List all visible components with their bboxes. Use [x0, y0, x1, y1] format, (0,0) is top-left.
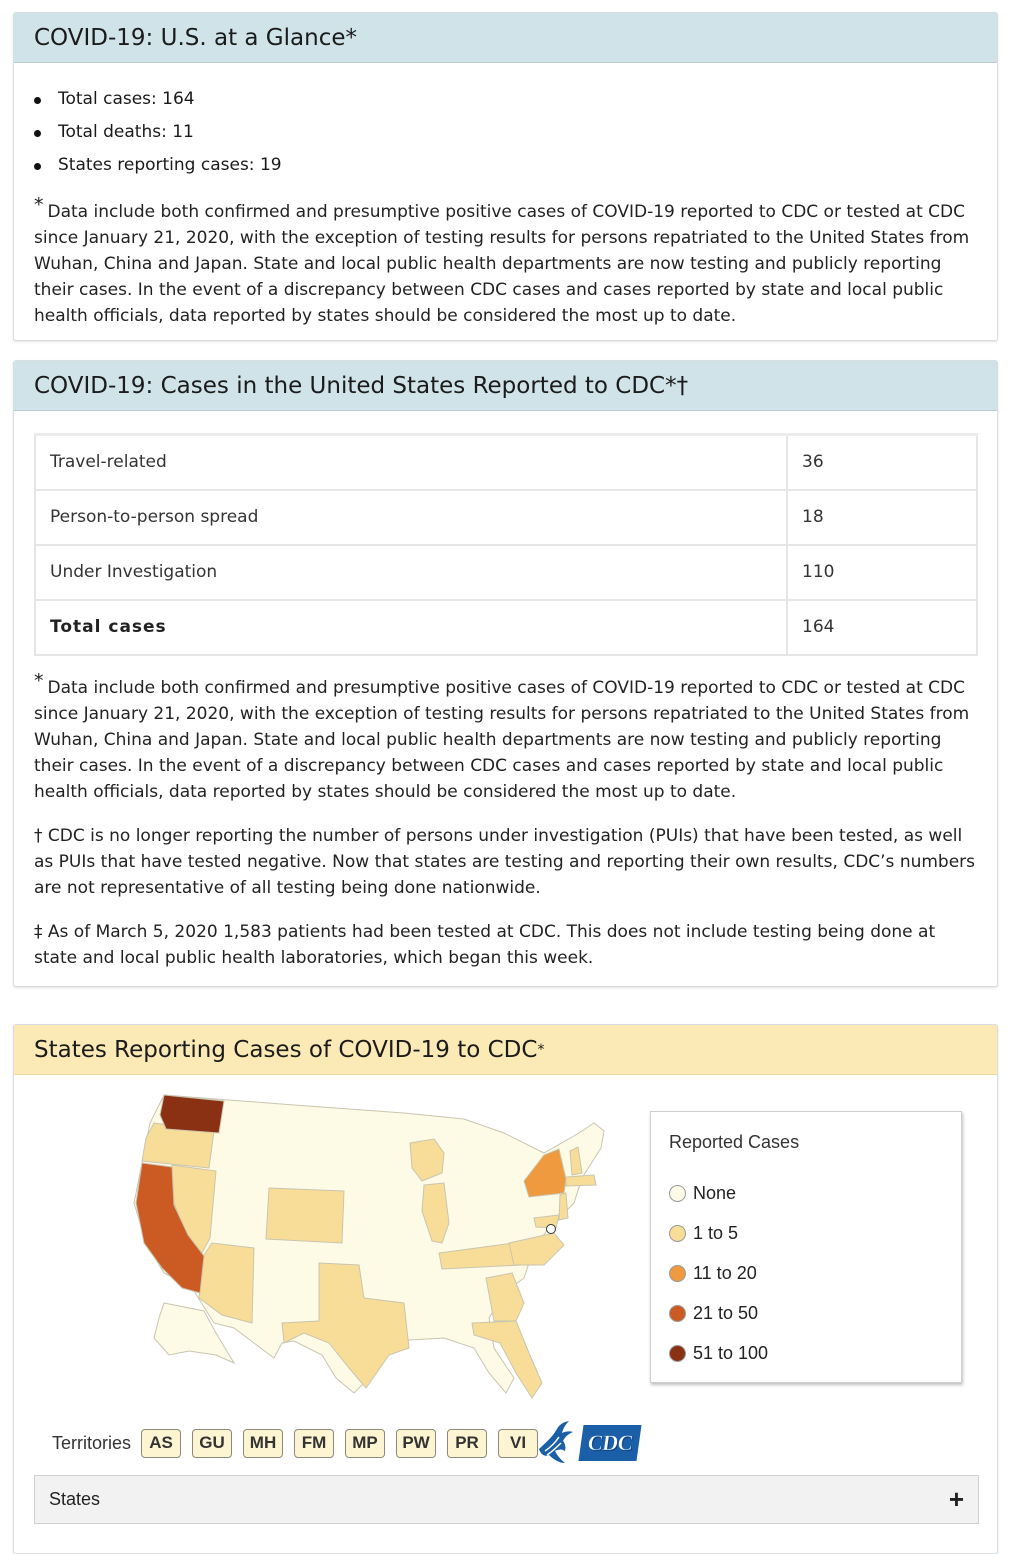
territory-button-pw[interactable]: PW — [396, 1429, 436, 1458]
map-area — [14, 1075, 997, 1525]
legend-label-11-to-20: 11 to 20 — [693, 1262, 757, 1283]
row-label-investigation: Under Investigation — [35, 545, 787, 600]
legend-label-1-to-5: 1 to 5 — [693, 1222, 739, 1243]
cases-card — [13, 360, 998, 987]
glance-footnote — [34, 192, 977, 329]
states-accordion-toggle[interactable] — [34, 1475, 979, 1524]
territory-button-pr[interactable]: PR — [447, 1429, 487, 1458]
table-row — [35, 490, 977, 545]
expand-plus-icon[interactable]: + — [948, 1484, 964, 1514]
us-map — [104, 1093, 704, 1433]
hhs-eagle-logo-icon — [535, 1419, 575, 1467]
table-row — [35, 435, 977, 490]
glance-card — [13, 12, 998, 341]
map-card-title — [14, 1025, 997, 1075]
dagger-footnote: † CDC is no longer reporting the number of persons under investigation (PUIs) that have been tested, as well as PUIs that have tested negative. Now that states are testing and reporting their own results, CDC’s numbers are not representative of all testing being done nationwide. — [34, 825, 976, 898]
map-card — [13, 1024, 998, 1554]
state-washington[interactable] — [160, 1095, 224, 1133]
state-new-jersey[interactable] — [559, 1193, 568, 1220]
legend-label-21-to-50: 21 to 50 — [693, 1302, 759, 1323]
legend-swatch-none — [669, 1185, 686, 1202]
footnote-marker: * — [34, 669, 44, 692]
row-value-investigation: 110 — [787, 545, 977, 600]
cdc-logo — [578, 1425, 641, 1461]
map-title-marker: * — [537, 1041, 545, 1058]
footnote-text: Data include both confirmed and presumptive positive cases of COVID-19 reported to CDC or tested at CDC since January 21, 2020, with the exception of testing results for persons repatriated to the United States from Wuhan, China and Japan. State and local public health departments are now testing and publicly reporting their cases. In the event of a discrepancy between CDC cases and cases reported by state and local public health officials, data reported by states should be considered the most up to date. — [34, 677, 970, 802]
cases-footnote — [34, 668, 977, 805]
legend-item-21-to-50 — [669, 1293, 943, 1333]
dc-marker[interactable] — [547, 1225, 556, 1234]
states-accordion-label: States — [49, 1489, 101, 1509]
stat-total-deaths: Total deaths: 11 — [34, 116, 977, 149]
legend-item-11-to-20 — [669, 1253, 943, 1293]
stat-total-cases: Total cases: 164 — [34, 83, 977, 116]
legend-item-51-to-100 — [669, 1333, 943, 1373]
territory-button-vi[interactable]: VI — [498, 1429, 538, 1458]
territory-button-gu[interactable]: GU — [192, 1429, 232, 1458]
territories-row — [52, 1419, 639, 1467]
legend-swatch-1-to-5 — [669, 1225, 686, 1242]
legend-title: Reported Cases — [669, 1132, 800, 1152]
double-dagger-footnote: ‡ As of March 5, 2020 1,583 patients had been tested at CDC. This does not include testing being done at state and local public health laboratories, which began this week. — [34, 921, 936, 968]
legend-swatch-11-to-20 — [669, 1265, 686, 1282]
stat-states-reporting: States reporting cases: 19 — [34, 149, 977, 182]
territory-button-as[interactable]: AS — [141, 1429, 181, 1458]
territory-button-mh[interactable]: MH — [243, 1429, 283, 1458]
legend-swatch-51-to-100 — [669, 1345, 686, 1362]
territory-button-fm[interactable]: FM — [294, 1429, 334, 1458]
legend-swatch-21-to-50 — [669, 1305, 686, 1322]
footnote-text: Data include both confirmed and presumptive positive cases of COVID-19 reported to CDC or tested at CDC since January 21, 2020, with the exception of testing results for persons repatriated to the United States from Wuhan, China and Japan. State and local public health departments are now testing and publicly reporting their cases. In the event of a discrepancy between CDC cases and cases reported by state and local public health officials, data reported by states should be considered the most up to date. — [34, 202, 970, 326]
table-row — [35, 545, 977, 600]
cases-table — [34, 433, 978, 656]
legend-item-1-to-5 — [669, 1213, 943, 1253]
cases-card-title: COVID-19: Cases in the United States Reported to CDC*† — [14, 361, 997, 411]
row-value-total: 164 — [787, 600, 977, 655]
glance-stats-list — [34, 83, 977, 182]
state-massachusetts[interactable] — [566, 1175, 596, 1186]
row-label-travel: Travel-related — [35, 435, 787, 490]
row-label-total: Total cases — [35, 600, 787, 655]
territories-label: Territories — [52, 1432, 132, 1453]
footnote-marker: * — [34, 194, 44, 216]
state-colorado[interactable] — [266, 1188, 344, 1243]
map-title-text: States Reporting Cases of COVID-19 to CDC — [34, 1036, 538, 1063]
row-label-person-spread: Person-to-person spread — [35, 490, 787, 545]
row-value-travel: 36 — [787, 435, 977, 490]
legend-item-none — [669, 1173, 943, 1213]
legend-label-none: None — [693, 1182, 737, 1203]
table-row-total — [35, 600, 977, 655]
cdc-logo-text: CDC — [585, 1430, 635, 1455]
legend-label-51-to-100: 51 to 100 — [693, 1342, 769, 1363]
map-legend — [650, 1111, 962, 1383]
row-value-person-spread: 18 — [787, 490, 977, 545]
glance-card-title: COVID-19: U.S. at a Glance* — [14, 13, 997, 63]
territory-button-mp[interactable]: MP — [345, 1429, 385, 1458]
